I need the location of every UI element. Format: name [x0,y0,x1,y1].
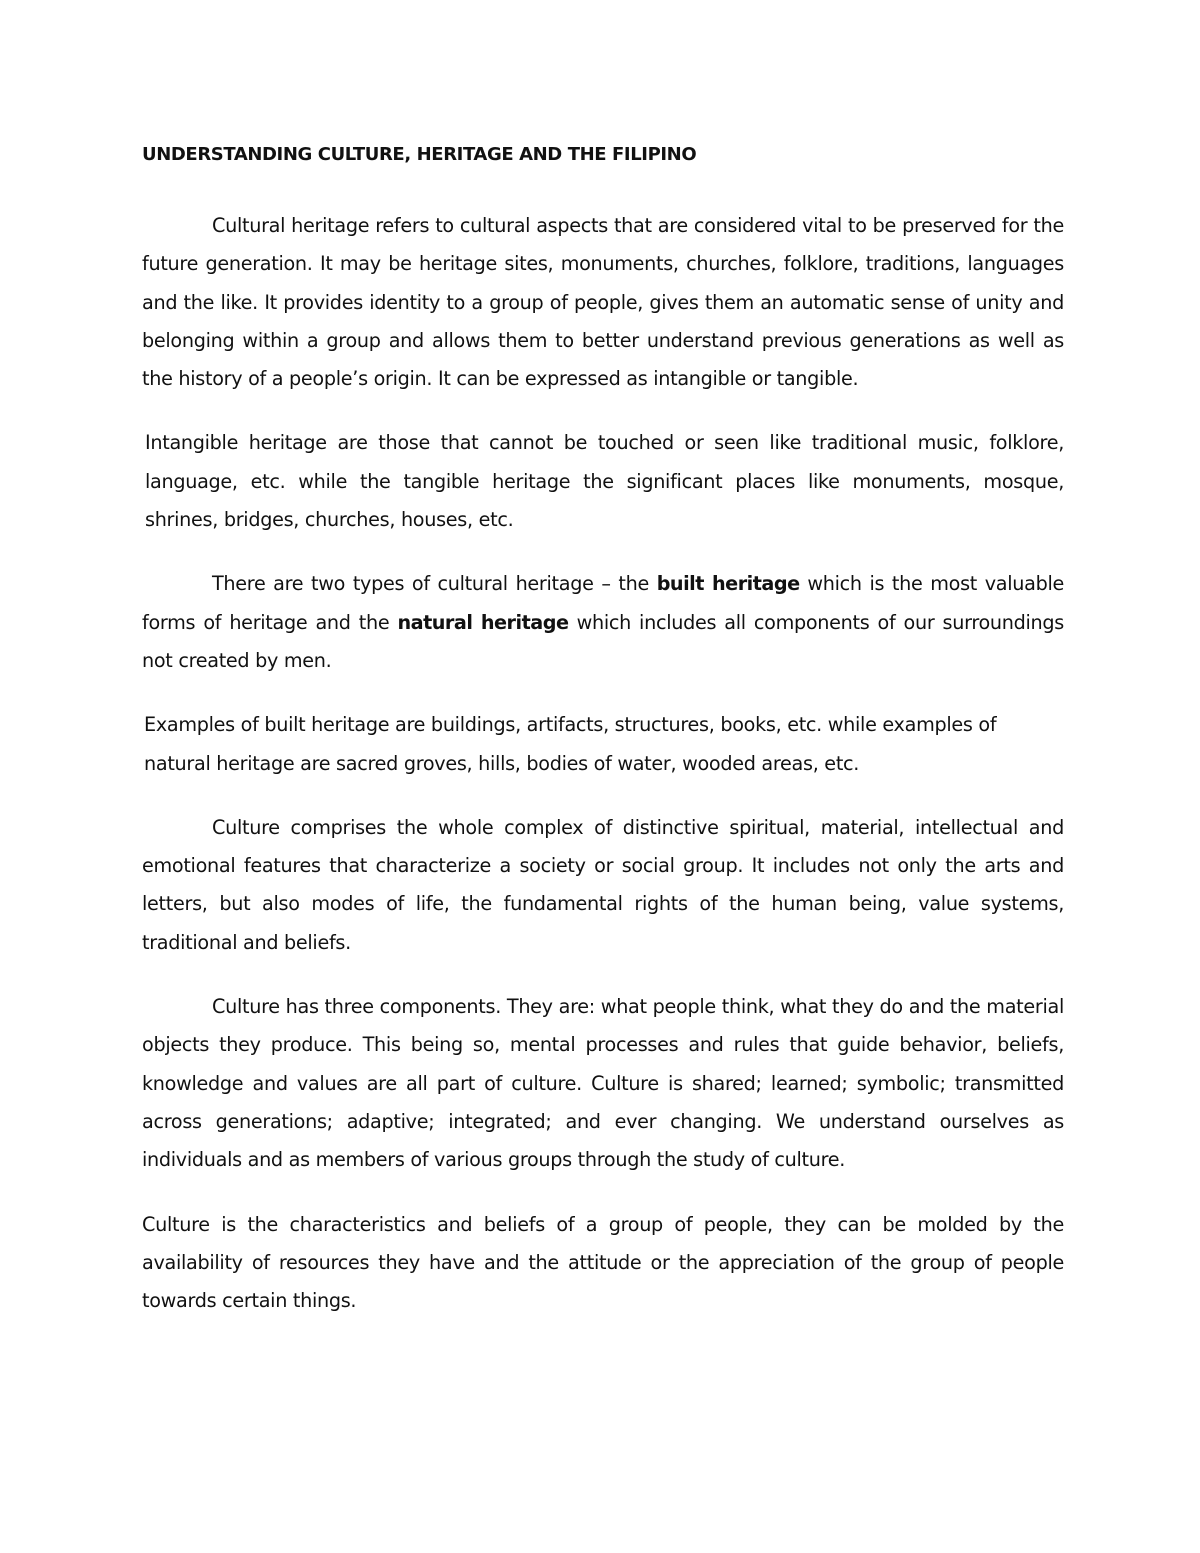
paragraph-culture-characteristics: Culture is the characteristics and beliefs of a group of people, they can be molded by the availability of resources they have and the attitude or the appreciation of the group of people towards certain things. [142,1212,1064,1313]
types-text-1: There are two types of cultural heritage – the [212,572,657,596]
paragraph-heritage-examples: Examples of built heritage are buildings, artifacts, structures, books, etc. while examples of natural heritage are sacred groves, hills, bodies of water, wooded areas, etc. [144,713,997,775]
types-text-2: which is the most valuable forms of heritage and the [142,572,1064,634]
paragraph-intangible-heritage: Intangible heritage are those that cannot be touched or seen like traditional music, folklore, language, etc. while the tangible heritage the significant places like monuments, mosque, shrines, bridges, churches, houses, etc. [145,431,1064,532]
document-title: UNDERSTANDING CULTURE, HERITAGE AND THE FILIPINO [142,144,697,165]
document-body [142,140,1064,1320]
paragraph-culture-definition: Culture comprises the whole complex of distinctive spiritual, material, intellectual and emotional features that characterize a society or social group. It includes not only the arts and letters, but also modes of life, the fundamental rights of the human being, value systems, traditional and beliefs. [142,815,1064,954]
paragraph-cultural-heritage: Cultural heritage refers to cultural aspects that are considered vital to be preserved for the future generation. It may be heritage sites, monuments, churches, folklore, traditions, languages and the like. It provides identity to a group of people, gives them an automatic sense of unity and belonging within a group and allows them to better understand previous generations as well as the history of a people’s origin. It can be expressed as intangible or tangible. [142,214,1064,391]
built-heritage-term: built heritage [656,572,800,596]
natural-heritage-term: natural heritage [397,610,569,634]
paragraph-types-of-heritage [142,565,1064,680]
types-text-3: which includes all components of our surroundings not created by men. [142,610,1064,672]
paragraph-culture-components: Culture has three components. They are: what people think, what they do and the material objects they produce. This being so, mental processes and rules that guide behavior, beliefs, knowledge and values are all part of culture. Culture is shared; learned; symbolic; transmitted across generations; adaptive; integrated; and ever changing. We understand ourselves as individuals and as members of various groups through the study of culture. [142,995,1064,1172]
